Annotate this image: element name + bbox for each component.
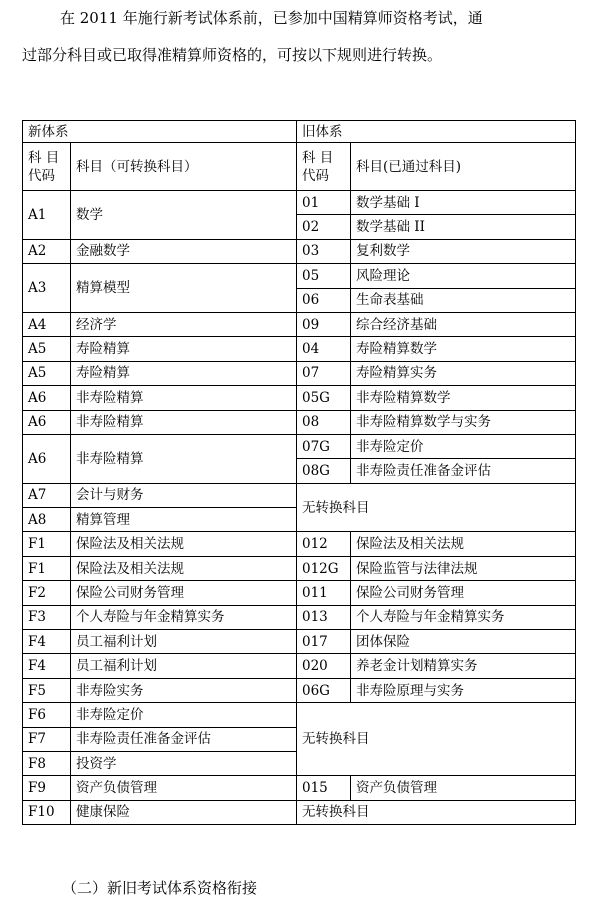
- table-header-row: [23, 121, 576, 143]
- old-subject-cell: 复利数学: [351, 239, 576, 263]
- new-code-cell: F3: [23, 605, 71, 629]
- new-subject-cell: 金融数学: [71, 239, 297, 263]
- table-row: [23, 532, 576, 556]
- table-row: [23, 312, 576, 336]
- no-conversion-cell: 无转换科目: [297, 800, 576, 824]
- old-code-cell: 09: [297, 312, 351, 336]
- old-code-cell: 05: [297, 264, 351, 288]
- old-code-cell: 02: [297, 215, 351, 239]
- conversion-table: [22, 120, 576, 825]
- old-subject-cell: 风险理论: [351, 264, 576, 288]
- old-code-cell: 08: [297, 410, 351, 434]
- old-subject-cell: 生命表基础: [351, 288, 576, 312]
- new-subject-cell: 寿险精算: [71, 361, 297, 385]
- new-code-cell: A7: [23, 483, 71, 507]
- old-code-cell: 08G: [297, 459, 351, 483]
- no-conversion-cell: 无转换科目: [297, 703, 576, 776]
- new-code-cell: A3: [23, 264, 71, 313]
- new-subject-cell: 投资学: [71, 751, 297, 775]
- new-code-column-header: 科 目 代码: [23, 143, 71, 191]
- no-conversion-cell: 无转换科目: [297, 483, 576, 532]
- old-code-cell: 012: [297, 532, 351, 556]
- table-row: [23, 703, 576, 727]
- new-code-cell: A5: [23, 337, 71, 361]
- intro-paragraph: [22, 0, 582, 74]
- old-subject-cell: 保险公司财务管理: [351, 581, 576, 605]
- new-subject-cell: 精算管理: [71, 508, 297, 532]
- new-subject-cell: 资产负债管理: [71, 776, 297, 800]
- table-row: [23, 239, 576, 263]
- old-subject-cell: 非寿险定价: [351, 434, 576, 458]
- new-code-cell: A6: [23, 410, 71, 434]
- new-code-cell: F4: [23, 630, 71, 654]
- old-subject-cell: 非寿险精算数学: [351, 386, 576, 410]
- old-subject-cell: 个人寿险与年金精算实务: [351, 605, 576, 629]
- new-subject-cell: 数学: [71, 191, 297, 240]
- old-subject-column-header: 科目(已通过科目): [351, 143, 576, 191]
- old-code-cell: 01: [297, 191, 351, 215]
- old-code-cell: 020: [297, 654, 351, 678]
- old-code-cell: 03: [297, 239, 351, 263]
- intro-line-2: 过部分科目或已取得准精算师资格的，可按以下规则进行转换。: [22, 46, 443, 64]
- table-row: [23, 410, 576, 434]
- table-row: [23, 386, 576, 410]
- new-code-cell: F6: [23, 703, 71, 727]
- old-code-cell: 06G: [297, 678, 351, 702]
- new-subject-cell: 非寿险精算: [71, 434, 297, 483]
- old-subject-cell: 综合经济基础: [351, 312, 576, 336]
- old-subject-cell: 寿险精算实务: [351, 361, 576, 385]
- old-subject-cell: 数学基础 II: [351, 215, 576, 239]
- intro-line-1: 在 2011 年施行新考试体系前，已参加中国精算师资格考试，通: [60, 9, 483, 27]
- new-code-cell: A2: [23, 239, 71, 263]
- new-system-header: 新体系: [23, 121, 297, 143]
- new-subject-cell: 非寿险精算: [71, 410, 297, 434]
- table-row: [23, 800, 576, 824]
- new-code-cell: F10: [23, 800, 71, 824]
- old-code-column-header: 科 目 代码: [297, 143, 351, 191]
- table-row: [23, 654, 576, 678]
- new-subject-cell: 健康保险: [71, 800, 297, 824]
- table-row: [23, 776, 576, 800]
- new-code-cell: F7: [23, 727, 71, 751]
- table-row: [23, 337, 576, 361]
- old-code-cell: 017: [297, 630, 351, 654]
- new-subject-cell: 保险法及相关法规: [71, 556, 297, 580]
- new-subject-cell: 个人寿险与年金精算实务: [71, 605, 297, 629]
- new-subject-cell: 保险法及相关法规: [71, 532, 297, 556]
- new-subject-cell: 寿险精算: [71, 337, 297, 361]
- old-code-cell: 011: [297, 581, 351, 605]
- new-subject-cell: 员工福利计划: [71, 654, 297, 678]
- new-code-cell: F5: [23, 678, 71, 702]
- new-code-cell: F1: [23, 532, 71, 556]
- table-row: [23, 556, 576, 580]
- old-code-cell: 015: [297, 776, 351, 800]
- new-subject-cell: 非寿险精算: [71, 386, 297, 410]
- new-code-cell: A8: [23, 508, 71, 532]
- old-subject-cell: 数学基础 I: [351, 191, 576, 215]
- old-code-cell: 012G: [297, 556, 351, 580]
- old-subject-cell: 团体保险: [351, 630, 576, 654]
- old-subject-cell: 非寿险责任准备金评估: [351, 459, 576, 483]
- table-row: [23, 581, 576, 605]
- new-code-cell: A5: [23, 361, 71, 385]
- old-code-cell: 07G: [297, 434, 351, 458]
- old-system-header: 旧体系: [297, 121, 576, 143]
- new-code-cell: F9: [23, 776, 71, 800]
- section-heading: （二）新旧考试体系资格衔接: [62, 879, 258, 897]
- new-subject-cell: 非寿险责任准备金评估: [71, 727, 297, 751]
- table-row: [23, 630, 576, 654]
- new-subject-cell: 保险公司财务管理: [71, 581, 297, 605]
- new-code-cell: F4: [23, 654, 71, 678]
- old-subject-cell: 保险法及相关法规: [351, 532, 576, 556]
- old-subject-cell: 养老金计划精算实务: [351, 654, 576, 678]
- old-subject-cell: 非寿险精算数学与实务: [351, 410, 576, 434]
- table-row: [23, 264, 576, 288]
- old-code-cell: 07: [297, 361, 351, 385]
- old-code-cell: 04: [297, 337, 351, 361]
- new-subject-cell: 非寿险定价: [71, 703, 297, 727]
- old-subject-cell: 资产负债管理: [351, 776, 576, 800]
- table-row: [23, 434, 576, 458]
- table-row: [23, 483, 576, 507]
- new-subject-cell: 非寿险实务: [71, 678, 297, 702]
- old-code-cell: 013: [297, 605, 351, 629]
- table-row: [23, 605, 576, 629]
- new-code-cell: F8: [23, 751, 71, 775]
- new-subject-cell: 会计与财务: [71, 483, 297, 507]
- old-subject-cell: 寿险精算数学: [351, 337, 576, 361]
- old-subject-cell: 保险监管与法律法规: [351, 556, 576, 580]
- new-code-cell: A1: [23, 191, 71, 240]
- table-row: [23, 361, 576, 385]
- new-code-cell: F2: [23, 581, 71, 605]
- new-subject-cell: 精算模型: [71, 264, 297, 313]
- old-code-cell: 06: [297, 288, 351, 312]
- new-code-cell: A6: [23, 386, 71, 410]
- table-row: [23, 678, 576, 702]
- old-subject-cell: 非寿险原理与实务: [351, 678, 576, 702]
- new-code-cell: A6: [23, 434, 71, 483]
- old-code-cell: 05G: [297, 386, 351, 410]
- table-column-header-row: [23, 143, 576, 191]
- new-subject-column-header: 科目（可转换科目）: [71, 143, 297, 191]
- new-code-cell: F1: [23, 556, 71, 580]
- new-code-cell: A4: [23, 312, 71, 336]
- new-subject-cell: 员工福利计划: [71, 630, 297, 654]
- new-subject-cell: 经济学: [71, 312, 297, 336]
- table-row: [23, 191, 576, 215]
